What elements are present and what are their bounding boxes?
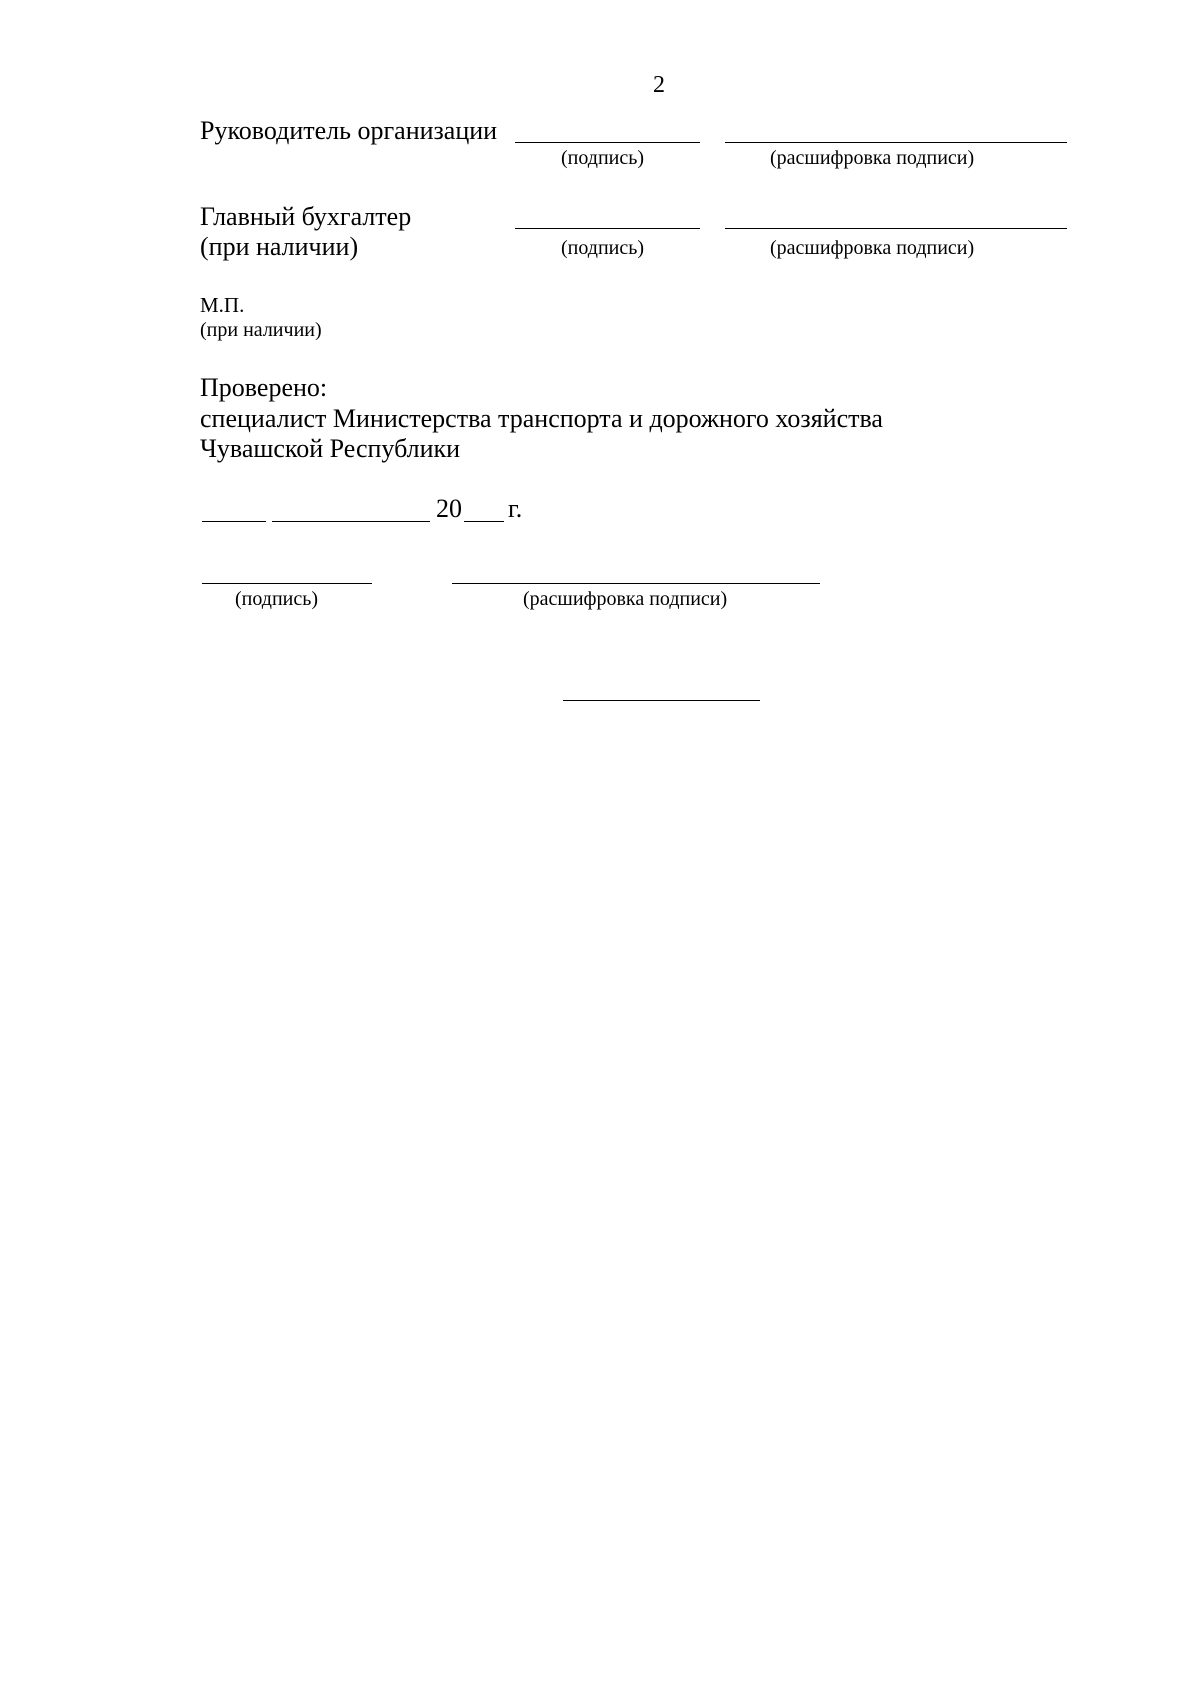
chief-accountant-label: Главный бухгалтер <box>200 202 412 231</box>
verifier-signature-caption: (подпись) <box>235 588 319 610</box>
date-year-blank[interactable] <box>464 521 504 522</box>
chief-accountant-signature-line[interactable] <box>515 228 700 229</box>
head-of-organization-label: Руководитель организации <box>200 116 498 145</box>
date-year-prefix: 20 <box>436 494 462 523</box>
date-day-blank[interactable] <box>202 521 266 522</box>
verifier-decode-caption: (расшифровка подписи) <box>523 588 728 610</box>
page-number: 2 <box>653 72 665 98</box>
head-signature-decode-caption: (расшифровка подписи) <box>770 147 975 169</box>
verifier-decode-line[interactable] <box>452 583 820 584</box>
verified-heading: Проверено: <box>200 373 328 402</box>
chief-accountant-decode-caption: (расшифровка подписи) <box>770 237 975 259</box>
verified-specialist-line: специалист Министерства транспорта и дорожного хозяйства <box>200 404 883 433</box>
chief-accountant-decode-line[interactable] <box>725 228 1067 229</box>
date-month-blank[interactable] <box>272 521 430 522</box>
stamp-note: (при наличии) <box>200 319 322 341</box>
closing-separator-line <box>563 700 760 701</box>
head-signature-caption: (подпись) <box>561 147 645 169</box>
stamp-label: М.П. <box>200 293 245 317</box>
chief-accountant-note: (при наличии) <box>200 232 359 261</box>
head-signature-line[interactable] <box>515 142 700 143</box>
head-signature-decode-line[interactable] <box>725 142 1067 143</box>
verified-republic-line: Чувашской Республики <box>200 434 461 463</box>
date-year-suffix: г. <box>508 494 523 523</box>
chief-accountant-signature-caption: (подпись) <box>561 237 645 259</box>
verifier-signature-line[interactable] <box>202 583 372 584</box>
